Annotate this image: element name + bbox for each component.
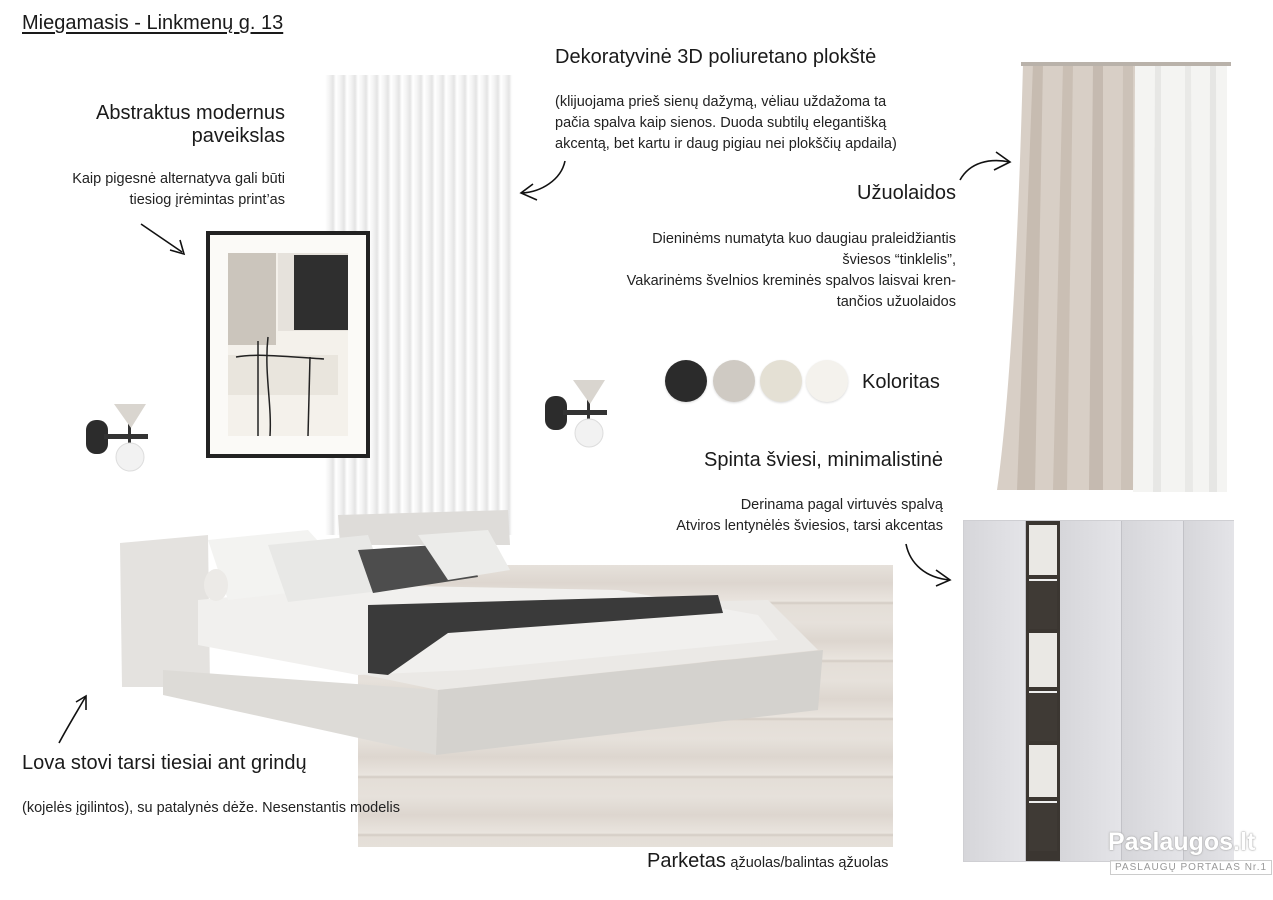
arrow-icon	[956, 148, 1016, 184]
curtains-image	[995, 62, 1233, 497]
bed-note: (kojelės įgilintos), su patalynės dėže. Nesenstantis modelis	[22, 800, 400, 816]
panel-note-line: akcentą, bet kartu ir daug pigiau nei plokščių apdaila)	[555, 136, 897, 152]
panel-heading: Dekoratyvinė 3D poliuretano plokštė	[555, 46, 877, 68]
wall-lamp-right-image	[543, 376, 613, 451]
color-swatch-grey	[713, 360, 755, 402]
painting-note	[20, 169, 285, 211]
arrow-icon	[138, 220, 190, 260]
arrow-icon	[517, 158, 571, 204]
watermark-subtitle: PASLAUGŲ PORTALAS Nr.1	[1110, 860, 1272, 875]
painting-note-line: Kaip pigesnė alternatyva gali būti	[72, 171, 285, 187]
painting-heading-line: Abstraktus modernus	[96, 102, 285, 124]
page-title: Miegamasis - Linkmenų g. 13	[22, 12, 284, 34]
wall-lamp-left-image	[84, 400, 154, 475]
wardrobe-note	[600, 495, 943, 537]
wardrobe-open-shelves	[1026, 521, 1060, 861]
curtains-note-line: tančios užuolaidos	[836, 294, 956, 310]
floor-caption	[647, 850, 888, 874]
watermark-logo: Paslaugos.lt	[1108, 828, 1256, 856]
curtains-heading: Užuolaidos	[857, 182, 956, 204]
painting-art	[228, 253, 348, 436]
painting-heading	[40, 102, 285, 148]
arrow-icon	[56, 692, 92, 746]
wardrobe-door	[1184, 521, 1234, 861]
panel-note-line: (klijuojama prieš sienų dažymą, vėliau uždažoma ta	[555, 94, 887, 110]
curtains-note	[596, 229, 956, 313]
color-swatch-white	[806, 360, 848, 402]
wardrobe-note-line: Derinama pagal virtuvės spalvą	[740, 497, 943, 513]
painting-heading-line: paveikslas	[191, 125, 285, 147]
wardrobe-door	[1122, 521, 1184, 861]
wardrobe-heading: Spinta šviesi, minimalistinė	[704, 449, 943, 471]
wardrobe-note-line: Atviros lentynėlės šviesios, tarsi akcentas	[676, 518, 943, 534]
curtains-note-line: Dieninėms numatyta kuo daugiau praleidžiantis	[652, 231, 956, 247]
wardrobe-door	[964, 521, 1026, 861]
painting-note-line: tiesiog įrėmintas print’as	[129, 192, 285, 208]
bed-heading: Lova stovi tarsi tiesiai ant grindų	[22, 752, 307, 774]
floor-note: ąžuolas/balintas ąžuolas	[730, 855, 889, 871]
wardrobe-image	[963, 520, 1234, 862]
arrow-icon	[902, 540, 956, 588]
wardrobe-door	[1060, 521, 1122, 861]
panel-note-line: pačia spalva kaip sienos. Duoda subtilų elegantišką	[555, 115, 887, 131]
panel-note	[555, 92, 935, 155]
bed-image	[118, 505, 823, 760]
abstract-painting-image	[206, 231, 370, 458]
curtains-note-line: Vakarinėms švelnios kreminės spalvos laisvai kren-	[626, 273, 956, 289]
curtains-note-line: šviesos “tinklelis”,	[842, 252, 956, 268]
floor-heading: Parketas	[647, 850, 726, 872]
palette-label: Koloritas	[862, 371, 940, 393]
color-swatch-black	[665, 360, 707, 402]
color-swatch-cream	[760, 360, 802, 402]
